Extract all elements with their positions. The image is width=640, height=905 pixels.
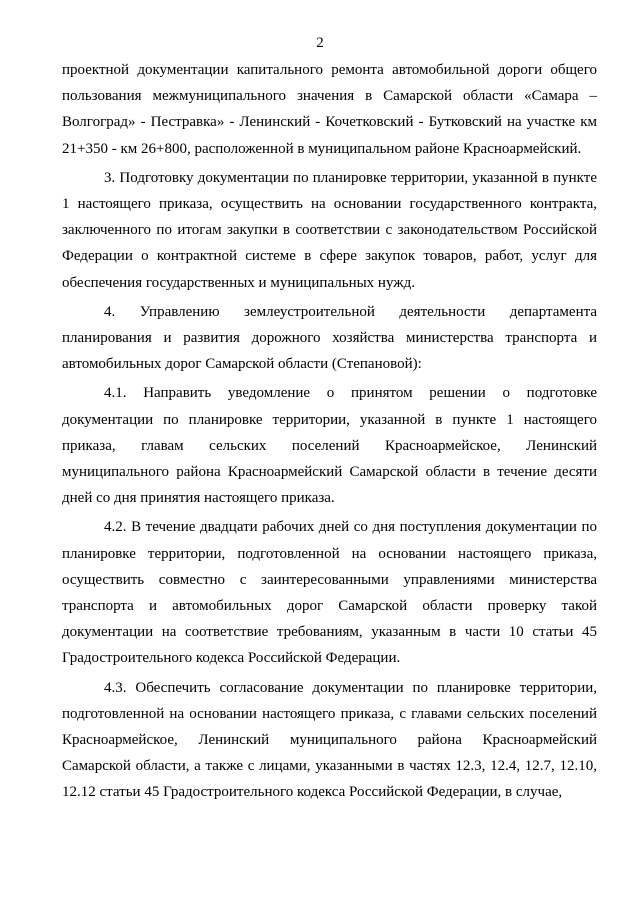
paragraph-item-4-1: 4.1. Направить уведомление о принятом решении о подготовке документации по планировке территории, указанной в пункте 1 настоящего приказа, главам сельских поселений Красноармейское, Ленинский муниципального района Красноармейский Самарской области в течение десяти дней со дня принятия настоящего приказа. <box>62 385 597 507</box>
document-body <box>62 57 597 809</box>
paragraph-continuation: проектной документации капитального ремонта автомобильной дороги общего пользования межмуниципального значения в Самарской области «Самара – Волгоград» - Пестравка» - Ленинский - Кочетковский - Бутковский на участке км 21+350 - км 26+800, расположенной в муниципальном районе Красноармейский. <box>62 62 597 157</box>
paragraph-item-4-2: 4.2. В течение двадцати рабочих дней со дня поступления документации по планировке территории, подготовленной на основании настоящего приказа, осуществить совместно с заинтересованными управлениями министерства транспорта и автомобильных дорог Самарской области проверку такой документации на соответствие требованиям, указанным в части 10 статьи 45 Градостроительного кодекса Российской Федерации. <box>62 519 597 667</box>
paragraph-item-4: 4. Управлению землеустроительной деятельности департамента планирования и развития дорожного хозяйства министерства транспорта и автомобильных дорог Самарской области (Степановой): <box>62 303 597 373</box>
page-number: 2 <box>316 35 324 51</box>
paragraph-item-3: 3. Подготовку документации по планировке территории, указанной в пункте 1 настоящего приказа, осуществить на основании государственного контракта, заключенного по итогам закупки в соответствии с законодательством Российской Федерации о контрактной системе в сфере закупок товаров, работ, услуг для обеспечения государственных и муниципальных нужд. <box>62 169 597 291</box>
paragraph-item-4-3: 4.3. Обеспечить согласование документации по планировке территории, подготовленной на основании настоящего приказа, с главами сельских поселений Красноармейское, Ленинский муниципального района Красноармейский Самарской области, а также с лицами, указанными в частях 12.3, 12.4, 12.7, 12.10, 12.12 статьи 45 Градостроительного кодекса Российской Федерации, в случае, <box>62 679 597 801</box>
